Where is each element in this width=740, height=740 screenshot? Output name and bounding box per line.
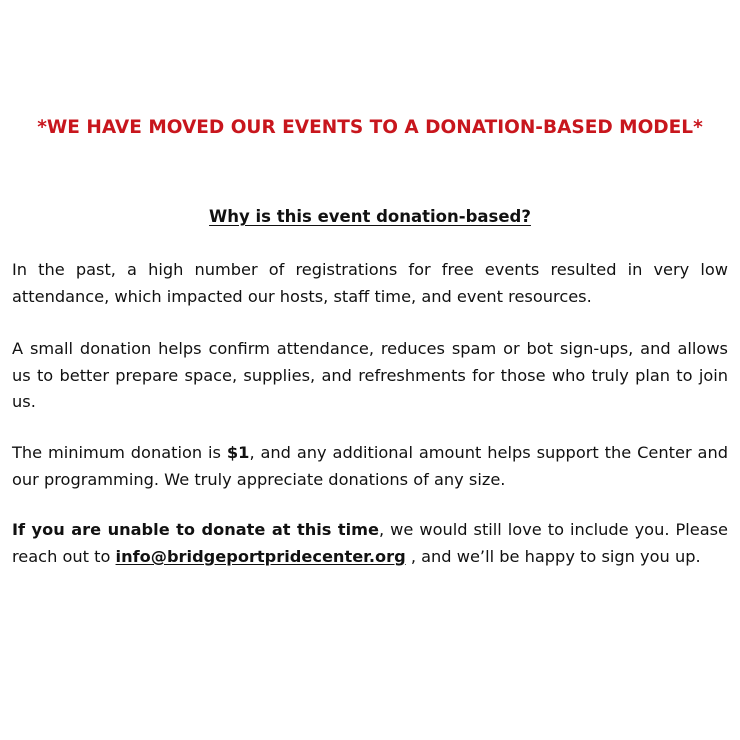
donation-model-banner: *WE HAVE MOVED OUR EVENTS TO A DONATION-BASED MODEL* (37, 117, 703, 138)
unable-to-donate-lead: If you are unable to donate at this time (12, 520, 380, 539)
paragraph-unable-to-donate (12, 517, 728, 570)
minimum-donation-text-after: , and any additional amount helps support the Center and our programming. We truly appreciate donations of any size. (12, 443, 728, 489)
paragraph-past-attendance: In the past, a high number of registrations for free events resulted in very low attendance, which impacted our hosts, staff time, and event resources. (12, 260, 728, 306)
contact-email-link[interactable]: info@bridgeportpridecenter.org (115, 546, 406, 566)
paragraph-minimum-donation (12, 440, 728, 493)
minimum-donation-amount: $1 (226, 443, 250, 462)
unable-to-donate-middle: , we would still love to include you. Please reach out to (12, 520, 729, 566)
paragraph-donation-benefits: A small donation helps confirm attendance, reduces spam or bot sign-ups, and allows us to better prepare space, supplies, and refreshments for those who truly plan to join us. (12, 339, 728, 411)
minimum-donation-text-before: The minimum donation is (12, 443, 227, 462)
section-heading: Why is this event donation-based? (209, 207, 531, 226)
unable-to-donate-after: , and we’ll be happy to sign you up. (405, 546, 701, 566)
